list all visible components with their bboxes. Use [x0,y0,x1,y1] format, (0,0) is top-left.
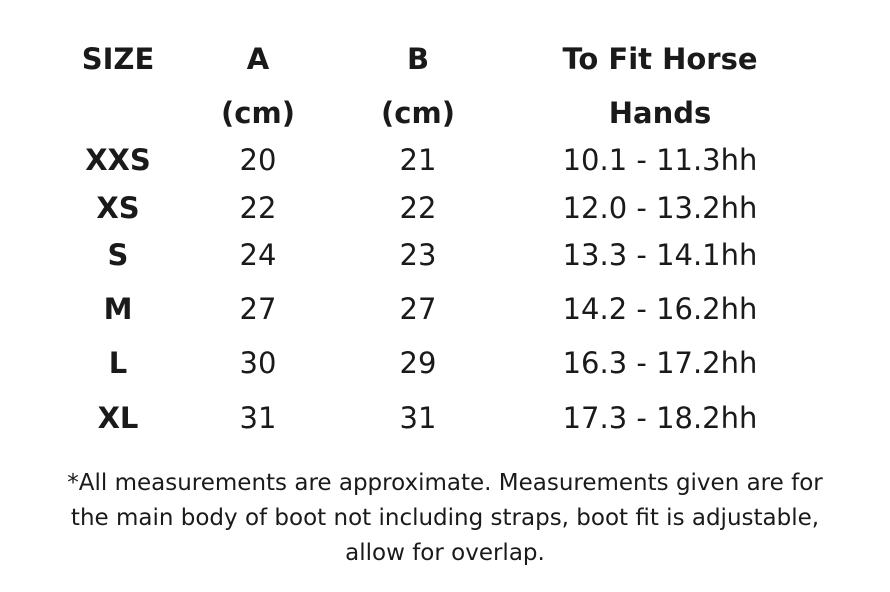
row-size: XL [97,401,139,435]
row-size: M [103,292,133,326]
row-fit-value: 16.3 - 17.2hh [562,346,758,380]
row-fit-value: 10.1 - 11.3hh [562,143,758,177]
row-size: XXS [85,143,151,177]
header-size: SIZE [81,42,155,76]
header-a-unit: (cm) [221,96,295,130]
row-a-value: 30 [239,346,277,380]
row-fit-value: 12.0 - 13.2hh [562,191,758,225]
row-b-value: 31 [399,401,437,435]
row-fit-value: 13.3 - 14.1hh [562,238,758,272]
row-size: S [107,238,129,272]
row-size: XS [96,191,140,225]
row-a-value: 24 [239,238,277,272]
row-a-value: 31 [239,401,277,435]
disclaimer-line: allow for overlap. [345,540,545,566]
header-hands: Hands [608,96,712,130]
header-b-unit: (cm) [381,96,455,130]
header-b: B [406,42,430,76]
row-size: L [108,346,128,380]
row-b-value: 23 [399,238,437,272]
row-a-value: 27 [239,292,277,326]
row-b-value: 21 [399,143,437,177]
row-b-value: 27 [399,292,437,326]
measurement-disclaimer [0,466,890,571]
row-b-value: 22 [399,191,437,225]
header-a: A [246,42,270,76]
header-to-fit-horse: To Fit Horse [562,42,758,76]
row-a-value: 20 [239,143,277,177]
row-fit-value: 17.3 - 18.2hh [562,401,758,435]
disclaimer-line: the main body of boot not including straps, boot fit is adjustable, [70,505,820,531]
disclaimer-line: *All measurements are approximate. Measurements given are for [67,470,823,496]
row-fit-value: 14.2 - 16.2hh [562,292,758,326]
row-b-value: 29 [399,346,437,380]
row-a-value: 22 [239,191,277,225]
